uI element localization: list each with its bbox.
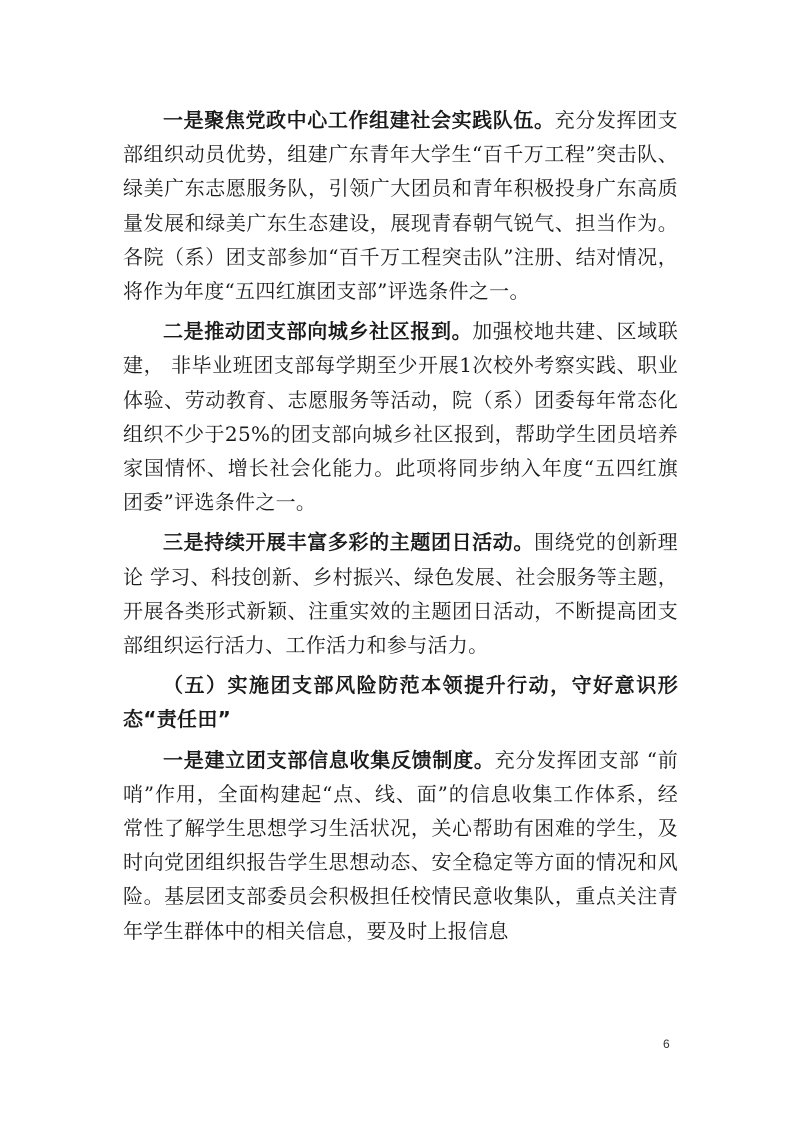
page-number: 6	[663, 1037, 670, 1051]
paragraph-4-lead: 一是建立团支部信息收集反馈制度。	[163, 747, 495, 772]
section-title: （五）实施团支部风险防范本领提升行动，守好意识形态“责任田”	[123, 673, 678, 732]
paragraph-2-body: 加强校地共建、区域联建， 非毕业班团支部每学期至少开展1次校外考察实践、职业体验、劳动教育、志愿服务等活动，院（系）团委每年常态化组织不少于25%的团支部向城乡社区报到，帮助学生团员培养家国情怀、增长社会化能力。此项将同步纳入年度“五四红旗团委”评选条件之一。	[123, 319, 678, 515]
paragraph-3-body: 围绕党的创新理论 学习、科技创新、乡村振兴、绿色发展、社会服务等主题，开展各类形式新颖、注重实效的主题团日活动，不断提高团支部组织运行活力、工作活力和参与活力。	[123, 530, 678, 658]
document-page	[123, 103, 678, 954]
paragraph-3	[123, 525, 678, 662]
paragraph-4	[123, 743, 678, 948]
paragraph-2-lead: 二是推动团支部向城乡社区报到。	[163, 319, 473, 344]
paragraph-3-lead: 三是持续开展丰富多彩的主题团日活动。	[163, 530, 535, 555]
paragraph-1-lead: 一是聚焦党政中心工作组建社会实践队伍。	[163, 108, 555, 132]
paragraph-1	[123, 103, 678, 308]
paragraph-2	[123, 314, 678, 519]
paragraph-4-body: 充分发挥团支部 “前哨”作用，全面构建起“点、线、面”的信息收集工作体系，经常性了解学生思想学习生活状况，关心帮助有困难的学生，及时向党团组织报告学生思想动态、安全稳定等方面的情况和风险。基层团支部委员会积极担任校情民意收集队，重点关注青年学生群体中的相关信息，要及时上报信息	[123, 747, 678, 943]
paragraph-1-body: 充分发挥团支部组织动员优势，组建广东青年大学生“百千万工程”突击队、绿美广东志愿服务队，引领广大团员和青年积极投身广东高质量发展和绿美广东生态建设，展现青春朝气锐气、担当作为。各院（系）团支部参加“百千万工程突击队”注册、结对情况，将作为年度“五四红旗团支部”评选条件之一。	[123, 108, 678, 304]
